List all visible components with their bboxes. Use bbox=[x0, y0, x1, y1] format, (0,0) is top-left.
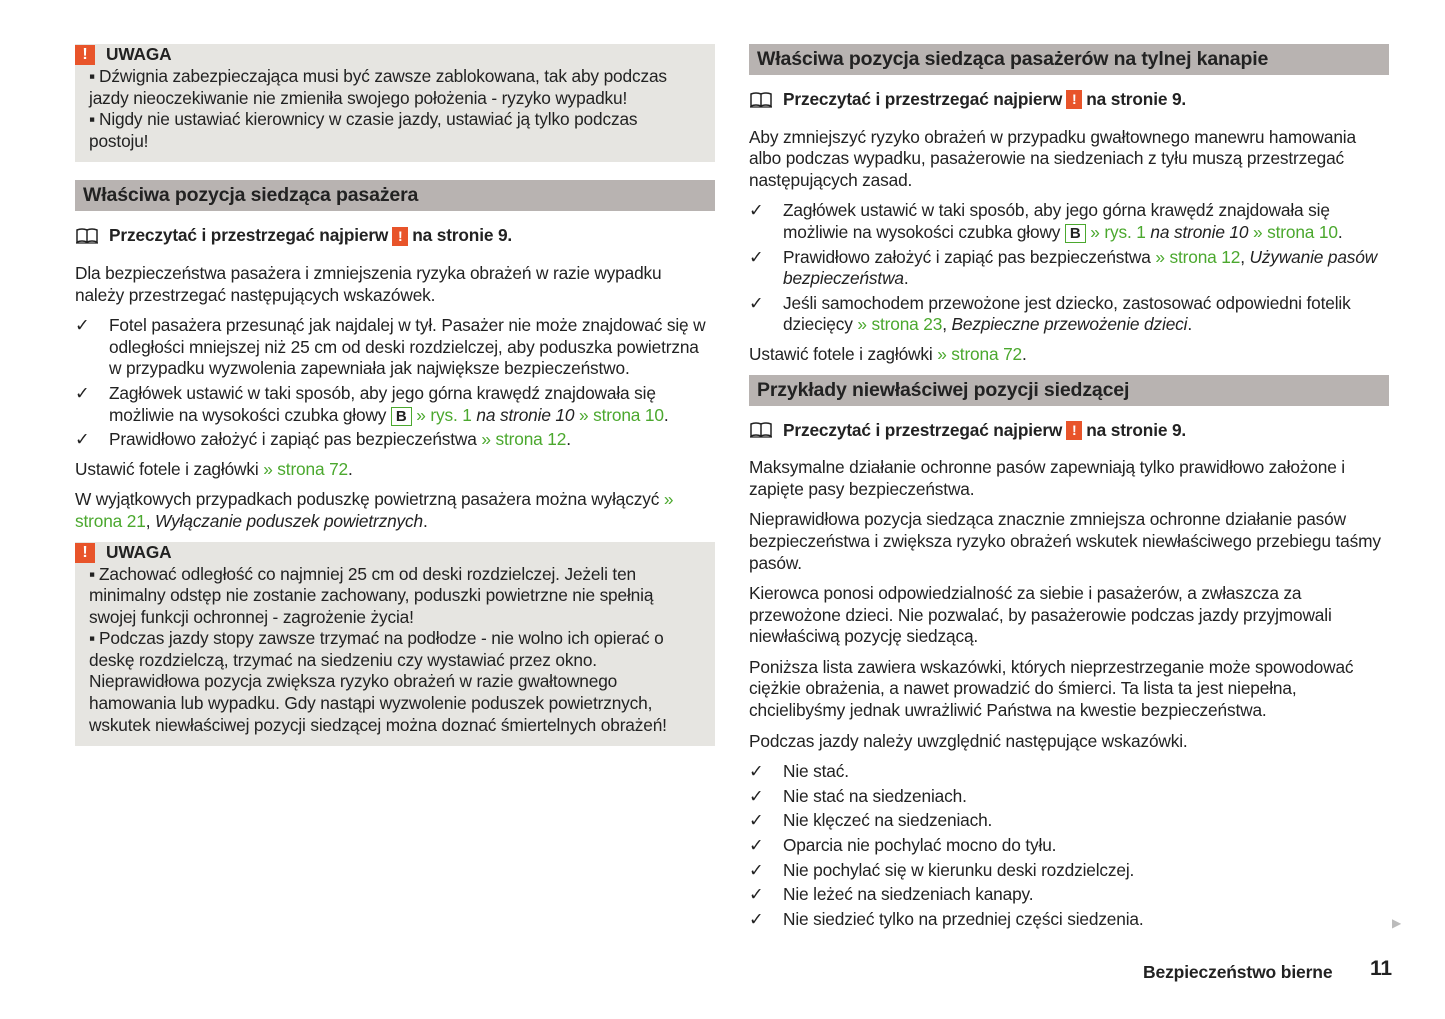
checklist-item bbox=[75, 383, 715, 426]
text-segment: Jeśli samochodem przewożone jest dziecko, zastosować odpowiedni fotelik dziecięcy bbox=[783, 292, 1351, 335]
warning-item bbox=[89, 564, 701, 629]
checklist-item bbox=[749, 786, 1389, 808]
check-icon: ✓ bbox=[749, 785, 764, 806]
text-segment: Dla bezpieczeństwa pasażera i zmniejszenia ryzyka obrażeń w razie wypadku należy przestrzegać następujących wskazówek. bbox=[75, 262, 662, 305]
read-first-note bbox=[749, 89, 1389, 111]
text-segment: . bbox=[423, 510, 428, 531]
figure-label-b: B bbox=[1065, 224, 1086, 243]
checklist-text bbox=[783, 860, 1134, 882]
text-segment: Zagłówek ustawić w taki sposób, aby jego górna krawędź znajdowała się możliwie na wysokości czubka głowy bbox=[109, 382, 656, 425]
text-segment: . bbox=[348, 458, 353, 479]
checklist bbox=[749, 761, 1389, 930]
warning-title bbox=[75, 44, 701, 66]
text-segment: . bbox=[903, 268, 909, 289]
page-reference-link[interactable]: » rys. 1 bbox=[1085, 221, 1146, 242]
warning-icon: ! bbox=[1066, 421, 1082, 440]
read-first-page[interactable]: na stronie 9. bbox=[412, 225, 513, 246]
checklist-text bbox=[783, 810, 992, 832]
checklist bbox=[75, 315, 715, 451]
text-segment: . bbox=[1337, 221, 1343, 242]
checklist-item bbox=[749, 884, 1389, 906]
warning-box bbox=[75, 44, 715, 162]
warning-icon: ! bbox=[75, 45, 95, 65]
warning-icon: ! bbox=[75, 543, 95, 563]
section-heading: Właściwa pozycja siedząca pasażerów na tylnej kanapie bbox=[749, 44, 1389, 75]
paragraph bbox=[749, 127, 1389, 192]
read-first-note bbox=[749, 420, 1389, 442]
page-reference-link[interactable]: » strona 23 bbox=[857, 314, 943, 335]
text-segment: Nie klęczeć na siedzeniach. bbox=[783, 810, 993, 831]
page-reference-link[interactable]: » strona 12 bbox=[481, 429, 567, 450]
paragraph bbox=[749, 583, 1389, 648]
check-icon: ✓ bbox=[749, 292, 764, 313]
read-first-text: Przeczytać i przestrzegać najpierw bbox=[109, 225, 389, 246]
paragraph bbox=[749, 457, 1389, 500]
warning-item bbox=[89, 66, 701, 109]
check-icon: ✓ bbox=[749, 908, 764, 929]
right-column bbox=[749, 44, 1389, 938]
text-segment: Nigdy nie ustawiać kierownicy w czasie jazdy, ustawiać ją tylko podczas postoju! bbox=[89, 109, 638, 151]
text-segment: Nie stać na siedzeniach. bbox=[783, 785, 967, 806]
paragraph bbox=[749, 657, 1389, 722]
figure-label-b: B bbox=[391, 407, 412, 426]
italic-text: Używanie pasów bezpieczeństwa bbox=[783, 246, 1378, 289]
checklist-text bbox=[109, 315, 715, 380]
book-icon bbox=[749, 421, 773, 439]
check-icon: ✓ bbox=[75, 382, 90, 403]
checklist-item bbox=[75, 429, 715, 451]
paragraph bbox=[75, 459, 715, 481]
checklist-text bbox=[783, 761, 849, 783]
section-heading: Przykłady niewłaściwej pozycji siedzącej bbox=[749, 375, 1389, 406]
checklist-text bbox=[109, 429, 571, 451]
read-first-page[interactable]: na stronie 9. bbox=[1086, 419, 1187, 440]
checklist-text bbox=[109, 383, 715, 426]
text-segment: Fotel pasażera przesunąć jak najdalej w tył. Pasażer nie może znajdować się w odległości mniejszej niż 25 cm od deski rozdzielczej, aby poduszka powietrzna w przypadku wyzwolenia zapewniała jak największe bezpieczeństwo. bbox=[109, 315, 706, 379]
text-segment: W wyjątkowych przypadkach poduszkę powietrzną pasażera można wyłączyć bbox=[75, 489, 664, 510]
book-icon bbox=[75, 227, 99, 245]
text-segment: Zagłówek ustawić w taki sposób, aby jego górna krawędź znajdowała się możliwie na wysokości czubka głowy bbox=[783, 200, 1330, 242]
text-segment: . bbox=[1022, 343, 1027, 364]
italic-text: Wyłączanie poduszek powietrznych bbox=[155, 510, 424, 531]
text-segment: . bbox=[566, 429, 571, 450]
paragraph bbox=[749, 509, 1389, 574]
paragraph bbox=[749, 344, 1389, 366]
book-icon bbox=[749, 91, 773, 109]
checklist-item bbox=[749, 761, 1389, 783]
text-segment: Poniższa lista zawiera wskazówki, których nieprzestrzeganie może spowodować ciężkie obrażenia, a nawet prowadzić do śmierci. Ta lista ta jest niepełna, chcielibyśmy jednak uwrażliwić Państwa na kwestie bezpieczeństwa. bbox=[749, 656, 1354, 721]
italic-text: na stronie 10 bbox=[471, 404, 575, 425]
text-segment: Aby zmniejszyć ryzyko obrażeń w przypadku gwałtownego manewru hamowania albo podczas wypadku, pasażerowie na siedzeniach z tyłu muszą przestrzegać następujących zasad. bbox=[749, 126, 1356, 190]
check-icon: ✓ bbox=[749, 835, 764, 856]
section-heading: Właściwa pozycja siedząca pasażera bbox=[75, 180, 715, 211]
page-reference-link[interactable]: » rys. 1 bbox=[411, 404, 472, 425]
checklist-item bbox=[749, 247, 1389, 290]
text-segment: Prawidłowo założyć i zapiąć pas bezpieczeństwa bbox=[109, 429, 482, 450]
text-segment: . bbox=[1187, 314, 1192, 335]
check-icon: ✓ bbox=[749, 246, 764, 267]
page-reference-link[interactable]: » strona 10 bbox=[1248, 221, 1338, 242]
text-segment: Podczas jazdy stopy zawsze trzymać na podłodze - nie wolno ich opierać o deskę rozdzielczą, trzymać na siedzeniu czy wystawiać przez okno. Nieprawidłowa pozycja zwiększa ryzyko obrażeń w razie gwałtownego hamowania lub wypadku. Gdy nastąpi wyzwolenie poduszek powietrznych, wskutek niewłaściwej pozycji siedzącej można doznać śmiertelnych obrażeń! bbox=[89, 628, 667, 735]
check-icon: ✓ bbox=[749, 859, 764, 880]
italic-text: Bezpieczne przewożenie dzieci bbox=[951, 314, 1188, 335]
checklist-text bbox=[783, 884, 1033, 906]
text-segment: Dźwignia zabezpieczająca musi być zawsze zablokowana, tak aby podczas jazdy nieoczekiwanie nie zmieniła swojego położenia - ryzyko wypadku! bbox=[89, 66, 667, 108]
check-icon: ✓ bbox=[75, 315, 90, 336]
check-icon: ✓ bbox=[749, 884, 764, 905]
warning-icon: ! bbox=[1066, 90, 1082, 109]
text-segment: Podczas jazdy należy uwzględnić następujące wskazówki. bbox=[749, 730, 1188, 751]
checklist-item bbox=[749, 293, 1389, 336]
text-segment: , bbox=[942, 314, 952, 335]
paragraph bbox=[75, 263, 715, 306]
warning-box bbox=[75, 542, 715, 747]
page-number: 11 bbox=[1370, 957, 1392, 980]
check-icon: ✓ bbox=[749, 200, 764, 221]
read-first-note bbox=[75, 225, 715, 247]
paragraph bbox=[749, 731, 1389, 753]
italic-text: na stronie 10 bbox=[1145, 221, 1249, 242]
warning-item bbox=[89, 628, 701, 736]
page-reference-link[interactable]: » strona 72 bbox=[263, 458, 349, 479]
text-segment: Nieprawidłowa pozycja siedząca znacznie zmniejsza ochronne działanie pasów bezpieczeństwa i zwiększa ryzyko obrażeń wskutek niewłaściwego przebiegu taśmy pasów. bbox=[749, 509, 1381, 573]
check-icon: ✓ bbox=[749, 810, 764, 831]
paragraph bbox=[75, 489, 715, 532]
checklist-text bbox=[783, 200, 1389, 243]
text-segment: Zachować odległość co najmniej 25 cm od deski rozdzielczej. Jeżeli ten minimalny odstęp nie zostanie zachowany, poduszki powietrzne nie spełnią swojej funkcji ochronnej - zagrożenie życia! bbox=[89, 563, 654, 627]
text-segment: Nie pochylać się w kierunku deski rozdzielczej. bbox=[783, 859, 1135, 880]
read-first-text: Przeczytać i przestrzegać najpierw bbox=[783, 89, 1063, 109]
next-page-arrow-icon[interactable]: ▶ bbox=[1392, 916, 1402, 930]
text-segment: Prawidłowo założyć i zapiąć pas bezpieczeństwa bbox=[783, 246, 1156, 267]
page-reference-link[interactable]: » strona 10 bbox=[574, 404, 664, 425]
check-icon: ✓ bbox=[749, 761, 764, 782]
warning-label: UWAGA bbox=[106, 44, 172, 65]
text-segment: Maksymalne działanie ochronne pasów zapewniają tylko prawidłowo założone i zapięte pasy bezpieczeństwa. bbox=[749, 457, 1345, 499]
read-first-page[interactable]: na stronie 9. bbox=[1086, 89, 1187, 109]
page-reference-link[interactable]: » strona 12 bbox=[1155, 246, 1241, 267]
text-segment: . bbox=[663, 404, 669, 425]
text-segment: Kierowca ponosi odpowiedzialność za siebie i pasażerów, a zwłaszcza za przewożone dzieci. Nie pozwalać, by pasażerowie podczas jazdy przyjmowali niewłaściwą pozycję siedzącą. bbox=[749, 583, 1332, 647]
checklist-item bbox=[75, 315, 715, 380]
text-segment: Nie leżeć na siedzeniach kanapy. bbox=[783, 884, 1034, 905]
warning-title bbox=[75, 542, 701, 564]
warning-label: UWAGA bbox=[106, 541, 172, 562]
text-segment: , bbox=[1240, 246, 1250, 267]
checklist-item bbox=[749, 200, 1389, 243]
read-first-text: Przeczytać i przestrzegać najpierw bbox=[783, 419, 1063, 440]
checklist-item bbox=[749, 909, 1389, 931]
check-icon: ✓ bbox=[75, 429, 90, 450]
left-column bbox=[75, 44, 715, 764]
checklist-item bbox=[749, 860, 1389, 882]
text-segment: Ustawić fotele i zagłówki bbox=[75, 458, 264, 479]
page-reference-link[interactable]: » strona 72 bbox=[937, 343, 1023, 364]
text-segment: Ustawić fotele i zagłówki bbox=[749, 343, 938, 364]
text-segment: Nie stać. bbox=[783, 761, 849, 782]
checklist-text bbox=[783, 786, 967, 808]
text-segment: Oparcia nie pochylać mocno do tyłu. bbox=[783, 835, 1057, 856]
checklist-text bbox=[783, 293, 1389, 336]
text-segment: , bbox=[145, 510, 156, 531]
checklist-text bbox=[783, 835, 1056, 857]
warning-icon: ! bbox=[392, 227, 408, 246]
footer-section-title: Bezpieczeństwo bierne bbox=[1143, 962, 1333, 982]
checklist-text bbox=[783, 909, 1144, 931]
checklist bbox=[749, 200, 1389, 336]
text-segment: Nie siedzieć tylko na przedniej części siedzenia. bbox=[783, 908, 1144, 929]
checklist-item bbox=[749, 810, 1389, 832]
page-reference-link[interactable]: » strona 21 bbox=[75, 489, 674, 531]
warning-item bbox=[89, 109, 701, 152]
checklist-item bbox=[749, 835, 1389, 857]
checklist-text bbox=[783, 247, 1389, 290]
